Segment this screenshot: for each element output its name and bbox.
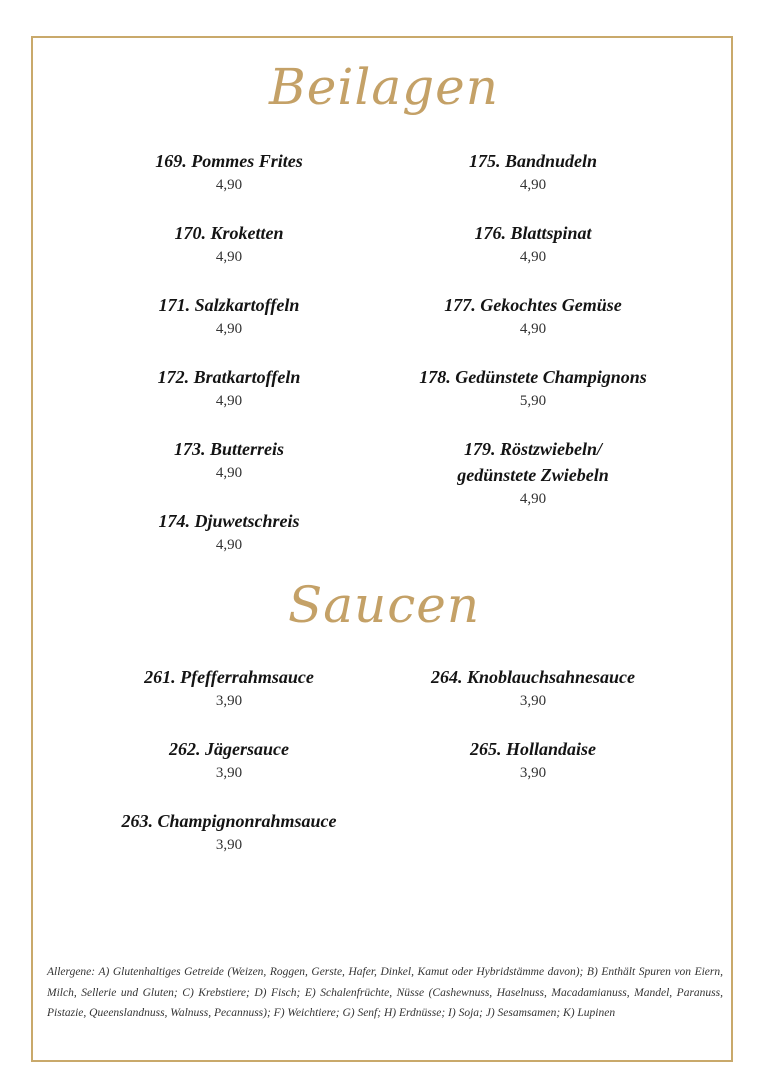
section-title-beilagen: Beilagen bbox=[269, 58, 499, 116]
item-price: 4,90 bbox=[215, 177, 243, 193]
item-name-line1: 179. Röstzwiebeln/ bbox=[463, 439, 602, 459]
item-name: 169. Pommes Frites bbox=[155, 151, 303, 171]
menu-item bbox=[395, 436, 671, 510]
menu-item bbox=[88, 736, 370, 784]
item-price: 4,90 bbox=[215, 321, 243, 337]
item-price: 4,90 bbox=[215, 393, 243, 409]
item-name: 174. Djuwetschreis bbox=[158, 511, 300, 531]
menu-item bbox=[88, 436, 370, 484]
item-name: 172. Bratkartoffeln bbox=[157, 367, 301, 387]
item-price: 3,90 bbox=[519, 693, 547, 709]
menu-item bbox=[88, 808, 370, 856]
item-name: 261. Pfefferrahmsauce bbox=[144, 667, 314, 687]
item-name: 175. Bandnudeln bbox=[468, 151, 598, 171]
item-name: 176. Blattspinat bbox=[474, 223, 592, 243]
menu-item bbox=[88, 292, 370, 340]
item-price: 4,90 bbox=[519, 321, 547, 337]
menu-item bbox=[395, 220, 671, 268]
menu-item bbox=[395, 364, 671, 412]
menu-item bbox=[88, 664, 370, 712]
menu-item bbox=[88, 364, 370, 412]
allergen-notice: Allergene: A) Glutenhaltiges Getreide (Weizen, Roggen, Gerste, Hafer, Dinkel, Kamut oder Hybridstämme davon); B) Enthält Spuren von Eiern, Milch, Sellerie und Gluten; C) Krebstiere; D) Fisch; E) Schalenfrüchte, Nüsse (Cashewnuss, Haselnuss, Macadamianuss, Mandel, Paranuss, Pistazie, Queenslandnuss, Walnuss, Pecannuss); F) Weichtiere; G) Senf; H) Erdnüsse; I) Soja; J) Sesamsamen; K) Lupinen bbox=[47, 966, 723, 1019]
menu-item bbox=[395, 148, 671, 196]
item-price: 3,90 bbox=[215, 765, 243, 781]
menu-item bbox=[88, 508, 370, 556]
menu-item bbox=[395, 292, 671, 340]
item-name: 264. Knoblauchsahnesauce bbox=[430, 667, 636, 687]
item-price: 4,90 bbox=[519, 249, 547, 265]
item-price: 4,90 bbox=[519, 177, 547, 193]
menu-item bbox=[395, 736, 671, 784]
item-name: 263. Champignonrahmsauce bbox=[121, 811, 337, 831]
item-name: 170. Kroketten bbox=[174, 223, 284, 243]
section-title-saucen: Saucen bbox=[287, 576, 481, 634]
item-name: 178. Gedünstete Champignons bbox=[419, 367, 647, 387]
item-price: 4,90 bbox=[215, 537, 243, 553]
item-price: 4,90 bbox=[519, 491, 547, 507]
menu-item bbox=[88, 220, 370, 268]
item-price: 5,90 bbox=[519, 393, 547, 409]
menu-item bbox=[88, 148, 370, 196]
item-price: 3,90 bbox=[215, 837, 243, 853]
menu-item bbox=[395, 664, 671, 712]
item-name: 171. Salzkartoffeln bbox=[158, 295, 300, 315]
item-name-line2: gedünstete Zwiebeln bbox=[457, 465, 609, 485]
item-name: 173. Butterreis bbox=[173, 439, 284, 459]
item-name: 177. Gekochtes Gemüse bbox=[444, 295, 622, 315]
item-price: 4,90 bbox=[215, 465, 243, 481]
item-price: 3,90 bbox=[215, 693, 243, 709]
item-price: 4,90 bbox=[215, 249, 243, 265]
item-name: 262. Jägersauce bbox=[169, 739, 289, 759]
item-price: 3,90 bbox=[519, 765, 547, 781]
item-name: 265. Hollandaise bbox=[469, 739, 596, 759]
